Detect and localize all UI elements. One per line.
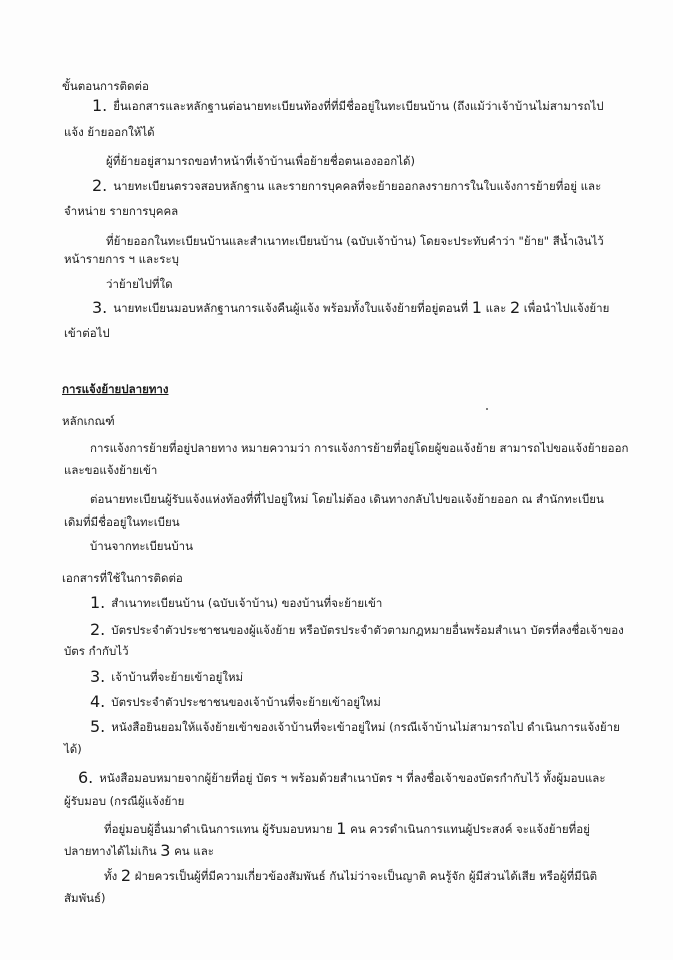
documents-title: เอกสารที่ใช้ในการติดต่อ [62,571,183,585]
step-1-line-3: ผู้ที่ย้ายอยู่สามารถขอทำหน้าที่เจ้าบ้านเพื่อย้ายชื่อตนเองออกได้) [106,154,415,168]
doc-item-6-line-3: ที่อยู่มอบผู้อื่นมาดำเนินการแทน ผู้รับมอบหมาย 1 คน ควรดำเนินการแทนผู้ประสงค์ จะแจ้งย้ายที่อยู่ [104,819,590,838]
doc-item-6-line-2: ผู้รับมอบ (กรณีผู้แจ้งย้าย [64,794,185,808]
section-heading-destination-move: การแจ้งย้ายปลายทาง [62,382,169,396]
doc-item-6-line-4: ปลายทางได้ไม่เกิน 3 คน และ [64,841,214,860]
step-2-line-5: ว่าย้ายไปที่ใด [106,277,173,291]
step-3-line-2: เข้าต่อไป [64,326,110,340]
criteria-line-4: เดิมที่มีชื่ออยู่ในทะเบียน [64,515,180,529]
section-title-contact-steps: ขั้นตอนการติดต่อ [62,79,149,93]
step-number: 1. [92,96,108,115]
doc-item-1: 1. สำเนาทะเบียนบ้าน (ฉบับเจ้าบ้าน) ของบ้านที่จะย้ายเข้า [90,593,383,612]
doc-item-2-line-1: 2. บัตรประจำตัวประชาชนของผู้แจ้งย้าย หรือบัตรประจำตัวตามกฎหมายอื่นพร้อมสำเนา บัตรที่ลงชื่อเจ้าของ [90,620,624,639]
step-3-line-1: 3. นายทะเบียนมอบหลักฐานการแจ้งคืนผู้แจ้ง พร้อมทั้งใบแจ้งย้ายที่อยู่ตอนที่ 1 และ 2 เพื่อนำไปแจ้งย้าย [92,298,610,317]
doc-item-6-line-6: สัมพันธ์) [64,891,106,905]
scan-speck [486,408,488,410]
doc-item-5-line-2: ได้) [64,742,82,756]
step-2-line-2: จำหน่าย รายการบุคคล [64,204,179,218]
doc-item-3: 3. เจ้าบ้านที่จะย้ายเข้าอยู่ใหม่ [90,667,244,686]
doc-item-6-line-1: 6. หนังสือมอบหมายจากผู้ย้ายที่อยู่ บัตร ฯ พร้อมด้วยสำเนาบัตร ฯ ที่ลงชื่อเจ้าของบัตรกำกับไว้ ทั้งผู้มอบและ [78,768,606,787]
step-number: 3. [92,298,108,317]
criteria-line-1: การแจ้งการย้ายที่อยู่ปลายทาง หมายความว่า การแจ้งการย้ายที่อยู่โดยผู้ขอแจ้งย้าย สามารถไปขอแจ้งย้ายออก [90,441,629,455]
doc-item-6-line-5: ทั้ง 2 ฝ่ายควรเป็นผู้ที่มีความเกี่ยวข้องสัมพันธ์ กันไม่ว่าจะเป็นญาติ คนรู้จัก ผู้มีส่วนได้เสีย หรือผู้ที่มีนิติ [104,866,598,885]
doc-item-2-line-2: บัตร กำกับไว้ [64,644,129,658]
step-number: 2. [92,176,108,195]
step-1-line-1: 1. ยื่นเอกสารและหลักฐานต่อนายทะเบียนท้องที่ที่มีชื่ออยู่ในทะเบียนบ้าน (ถึงแม้ว่าเจ้าบ้านไม่สามารถไป [92,96,604,115]
step-1-line-2: แจ้ง ย้ายออกให้ได้ [64,125,155,139]
criteria-title: หลักเกณฑ์ [62,414,115,428]
step-2-line-3: ที่ย้ายออกในทะเบียนบ้านและสำเนาทะเบียนบ้าน (ฉบับเจ้าบ้าน) โดยจะประทับคำว่า "ย้าย" สีน้ำเงินไว้ [106,234,604,248]
doc-item-5-line-1: 5. หนังสือยินยอมให้แจ้งย้ายเข้าของเจ้าบ้านที่จะเข้าอยู่ใหม่ (กรณีเจ้าบ้านไม่สามารถไป ดำเนินการแจ้งย้าย [90,717,620,736]
doc-item-4: 4. บัตรประจำตัวประชาชนของเจ้าบ้านที่จะย้ายเข้าอยู่ใหม่ [90,692,381,711]
step-2-line-4: หน้ารายการ ฯ และระบุ [64,252,179,266]
criteria-line-5: บ้านจากทะเบียนบ้าน [90,539,193,553]
step-2-line-1: 2. นายทะเบียนตรวจสอบหลักฐาน และรายการบุคคลที่จะย้ายออกลงรายการในใบแจ้งการย้ายที่อยู่ และ [92,176,602,195]
criteria-line-3: ต่อนายทะเบียนผู้รับแจ้งแห่งท้องที่ที่ไปอยู่ใหม่ โดยไม่ต้อง เดินทางกลับไปขอแจ้งย้ายออก ณ สำนักทะเบียน [90,492,604,506]
criteria-line-2: และขอแจ้งย้ายเข้า [64,463,158,477]
